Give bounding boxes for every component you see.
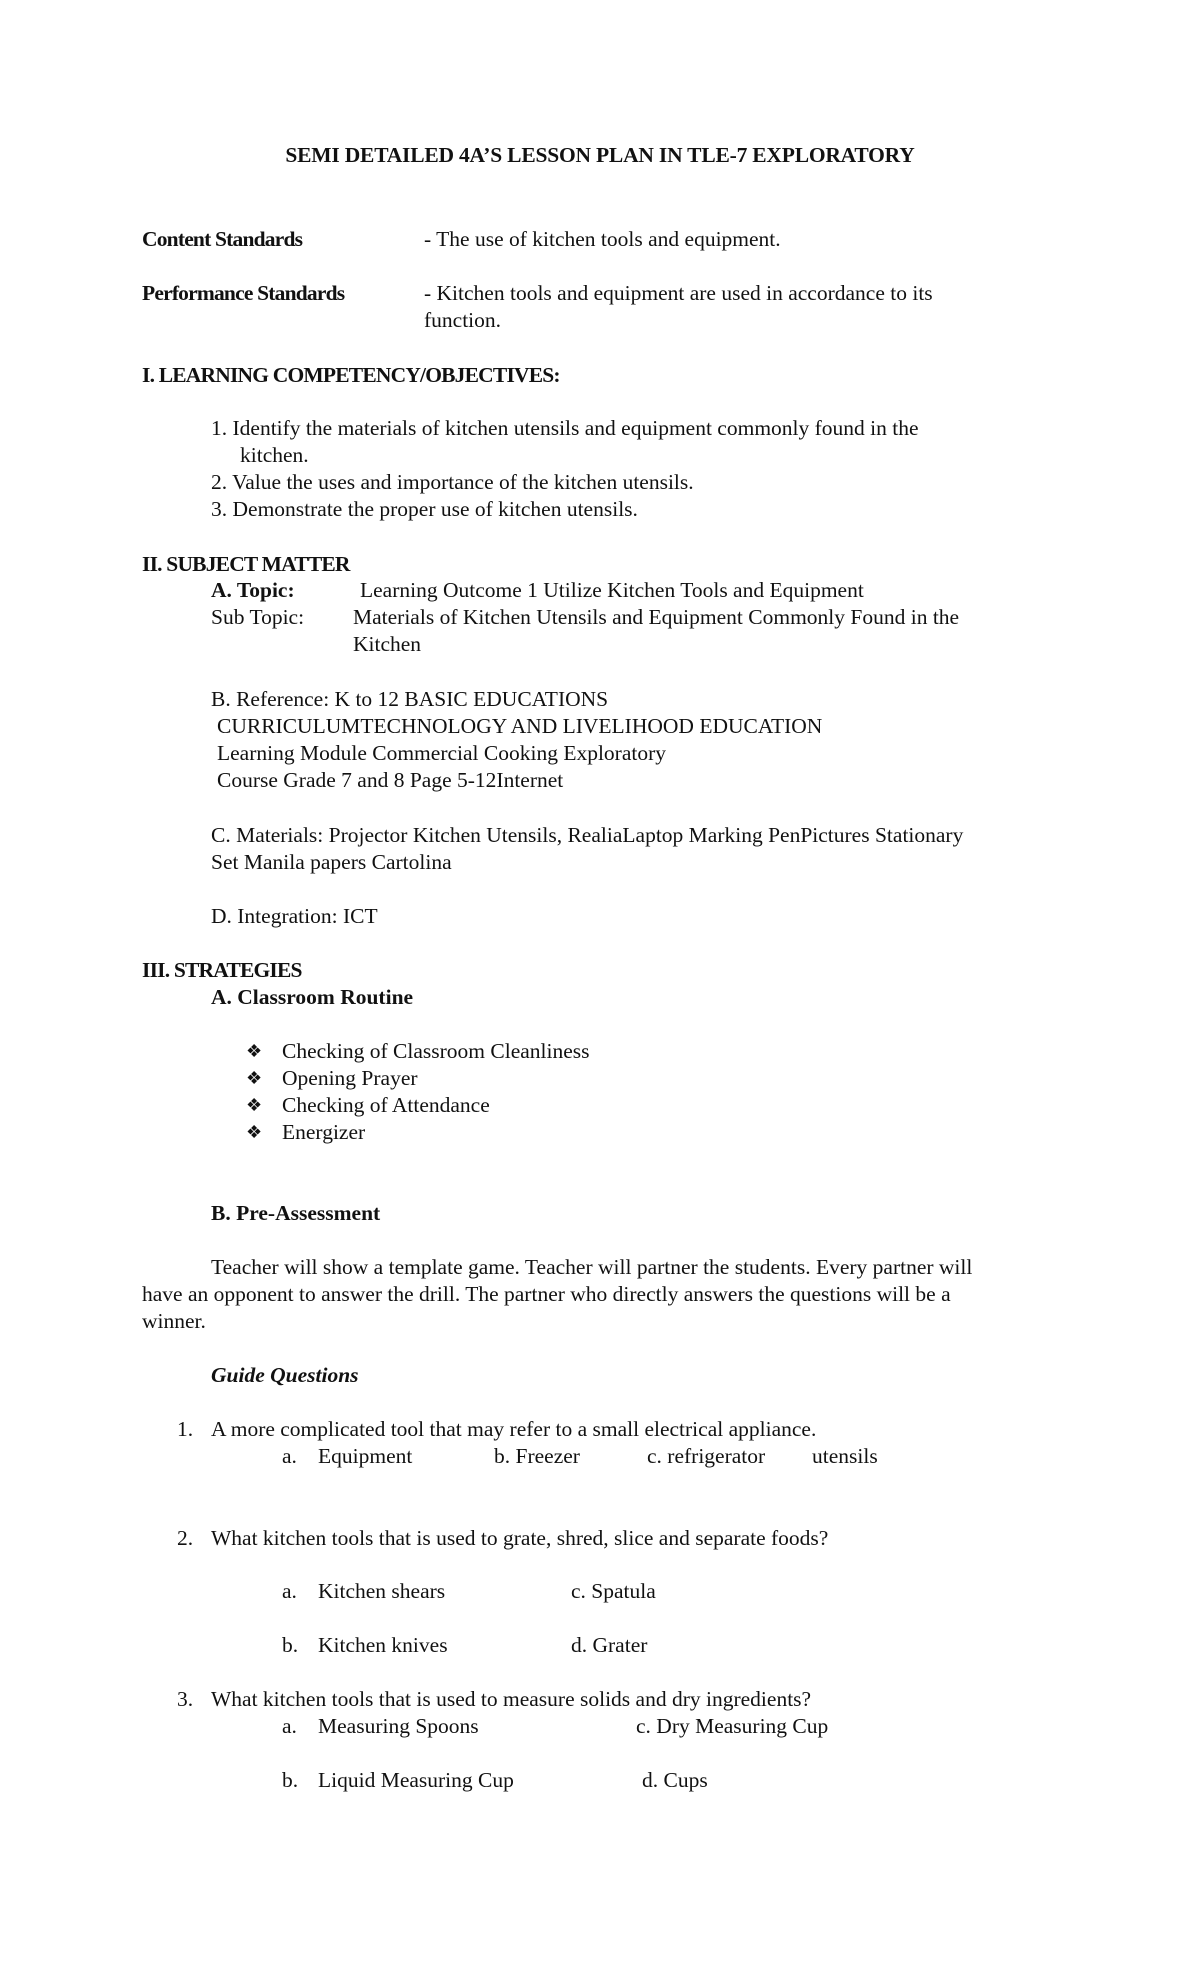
- integration: D. Integration: ICT: [211, 904, 378, 928]
- section-2-heading: II. SUBJECT MATTER: [142, 552, 350, 576]
- guide-questions-heading: Guide Questions: [211, 1363, 359, 1387]
- question-3-text: What kitchen tools that is used to measure solids and dry ingredients?: [211, 1687, 812, 1711]
- objective-1-line2: kitchen.: [240, 443, 309, 467]
- reference-line2: CURRICULUMTECHNOLOGY AND LIVELIHOOD EDUCATION: [217, 714, 823, 738]
- question-1-choice-d: utensils: [812, 1444, 878, 1468]
- subtopic-label: Sub Topic:: [211, 605, 305, 629]
- routine-item-prayer: Opening Prayer: [282, 1066, 418, 1090]
- question-1-text: A more complicated tool that may refer to a small electrical appliance.: [211, 1417, 817, 1441]
- bullet-diamond-icon: ❖: [246, 1095, 263, 1115]
- question-3-choice-d: d. Cups: [642, 1768, 708, 1792]
- subtopic-value-line2: Kitchen: [353, 632, 422, 656]
- question-3-choice-a-letter: a.: [282, 1714, 297, 1738]
- question-2-number: 2.: [177, 1526, 194, 1550]
- bullet-diamond-icon: ❖: [246, 1122, 263, 1142]
- content-standards-value: - The use of kitchen tools and equipment.: [424, 227, 781, 251]
- question-3-choice-c: c. Dry Measuring Cup: [636, 1714, 829, 1738]
- section-3-heading: III. STRATEGIES: [142, 958, 302, 982]
- performance-standards-value-line1: - Kitchen tools and equipment are used in accordance to its: [424, 281, 933, 305]
- routine-item-energizer: Energizer: [282, 1120, 366, 1144]
- classroom-routine-heading: A. Classroom Routine: [211, 985, 414, 1009]
- question-1-choice-a-letter: a.: [282, 1444, 297, 1468]
- topic-label: A. Topic:: [211, 578, 295, 602]
- question-2-choice-a: Kitchen shears: [318, 1579, 446, 1603]
- pre-assessment-line2: have an opponent to answer the drill. The partner who directly answers the questions will be a: [142, 1282, 951, 1306]
- question-1-number: 1.: [177, 1417, 194, 1441]
- performance-standards-label: Performance Standards: [142, 281, 345, 305]
- question-1-choice-b: b. Freezer: [494, 1444, 580, 1468]
- materials-line1: C. Materials: Projector Kitchen Utensils, RealiaLaptop Marking PenPictures Stationary: [211, 823, 964, 847]
- question-3-number: 3.: [177, 1687, 194, 1711]
- materials-line2: Set Manila papers Cartolina: [211, 850, 452, 874]
- question-3-choice-b: Liquid Measuring Cup: [318, 1768, 514, 1792]
- page-title: SEMI DETAILED 4A’S LESSON PLAN IN TLE-7 EXPLORATORY: [285, 143, 915, 167]
- question-2-text: What kitchen tools that is used to grate, shred, slice and separate foods?: [211, 1526, 829, 1550]
- pre-assessment-line3: winner.: [142, 1309, 206, 1333]
- question-2-choice-d: d. Grater: [571, 1633, 648, 1657]
- routine-item-attendance: Checking of Attendance: [282, 1093, 490, 1117]
- question-2-choice-a-letter: a.: [282, 1579, 297, 1603]
- pre-assessment-heading: B. Pre-Assessment: [211, 1201, 381, 1225]
- bullet-diamond-icon: ❖: [246, 1068, 263, 1088]
- question-1-choice-a: Equipment: [318, 1444, 413, 1468]
- question-2-choice-c: c. Spatula: [571, 1579, 656, 1603]
- bullet-diamond-icon: ❖: [246, 1041, 263, 1061]
- section-1-heading: I. LEARNING COMPETENCY/OBJECTIVES:: [142, 363, 560, 387]
- reference-line1: B. Reference: K to 12 BASIC EDUCATIONS: [211, 687, 609, 711]
- question-3-choice-a: Measuring Spoons: [318, 1714, 479, 1738]
- objective-2: 2. Value the uses and importance of the kitchen utensils.: [211, 470, 694, 494]
- question-3-choice-b-letter: b.: [282, 1768, 299, 1792]
- subtopic-value-line1: Materials of Kitchen Utensils and Equipment Commonly Found in the: [353, 605, 960, 629]
- objective-3: 3. Demonstrate the proper use of kitchen utensils.: [211, 497, 638, 521]
- content-standards-label: Content Standards: [142, 227, 303, 251]
- pre-assessment-line1: Teacher will show a template game. Teacher will partner the students. Every partner will: [211, 1255, 973, 1279]
- objective-1-line1: 1. Identify the materials of kitchen utensils and equipment commonly found in the: [211, 416, 919, 440]
- reference-line3: Learning Module Commercial Cooking Exploratory: [217, 741, 667, 765]
- question-1-choice-c: c. refrigerator: [647, 1444, 766, 1468]
- topic-value: Learning Outcome 1 Utilize Kitchen Tools and Equipment: [360, 578, 864, 602]
- reference-line4: Course Grade 7 and 8 Page 5-12Internet: [217, 768, 564, 792]
- question-2-choice-b: Kitchen knives: [318, 1633, 448, 1657]
- routine-item-cleanliness: Checking of Classroom Cleanliness: [282, 1039, 590, 1063]
- performance-standards-value-line2: function.: [424, 308, 502, 332]
- question-2-choice-b-letter: b.: [282, 1633, 299, 1657]
